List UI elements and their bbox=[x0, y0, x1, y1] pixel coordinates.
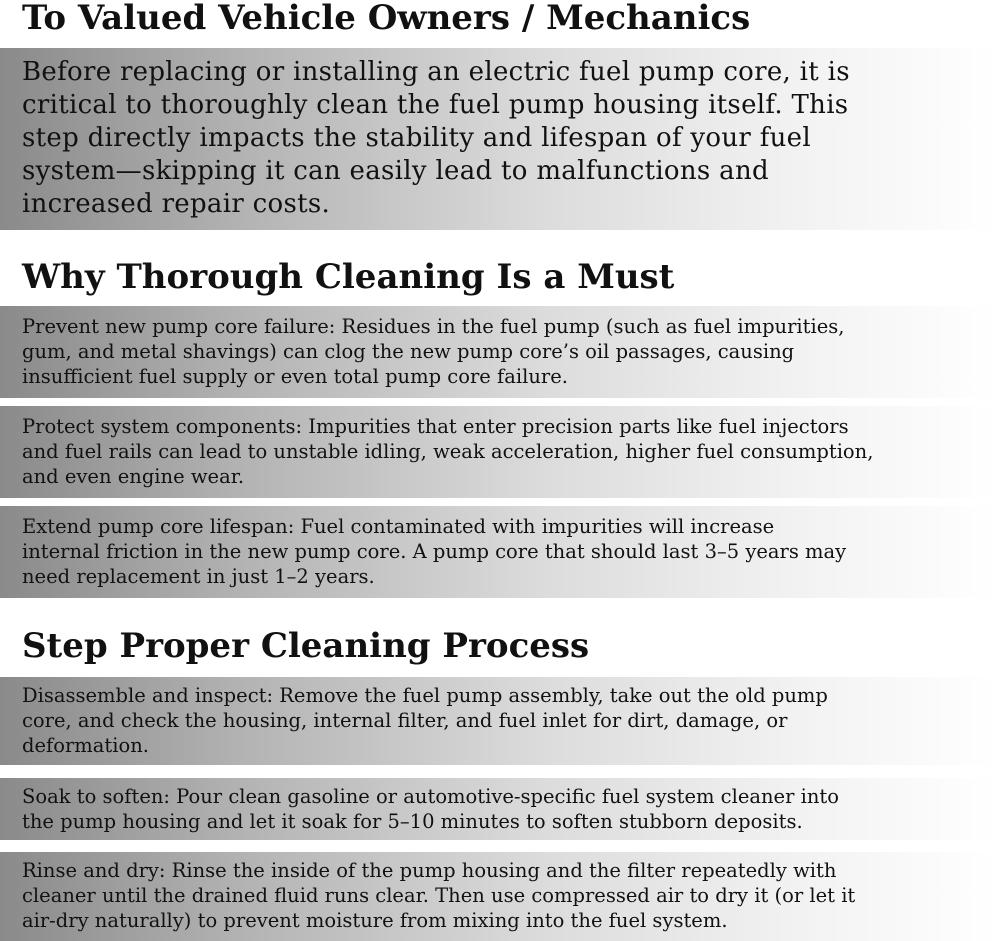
why-item-line: insufficient fuel supply or even total pump core failure. bbox=[22, 365, 568, 388]
why-item-2 bbox=[0, 406, 996, 498]
step-item-line: air-dry naturally) to prevent moisture from mixing into the fuel system. bbox=[22, 909, 728, 932]
why-item-line: need replacement in just 1–2 years. bbox=[22, 565, 375, 588]
step-item-line: Rinse and dry: Rinse the inside of the pump housing and the filter repeatedly with bbox=[22, 859, 837, 882]
why-item-line: Extend pump core lifespan: Fuel contaminated with impurities will increase bbox=[22, 515, 775, 538]
intro-line: step directly impacts the stability and lifespan of your fuel bbox=[22, 123, 811, 153]
intro-line: increased repair costs. bbox=[22, 189, 331, 219]
why-item-line: gum, and metal shavings) can clog the new pump core’s oil passages, causing bbox=[22, 340, 795, 363]
intro-line: system—skipping it can easily lead to malfunctions and bbox=[22, 156, 769, 186]
why-item-line: and fuel rails can lead to unstable idling, weak acceleration, higher fuel consumption, bbox=[22, 440, 874, 463]
why-item-1 bbox=[0, 306, 996, 398]
steps-heading: Step Proper Cleaning Process bbox=[22, 626, 590, 666]
step-item-line: cleaner until the drained fluid runs clear. Then use compressed air to dry it (or let it bbox=[22, 884, 856, 907]
why-item-3 bbox=[0, 506, 996, 598]
why-item-line: internal friction in the new pump core. A pump core that should last 3–5 years may bbox=[22, 540, 847, 563]
why-item-line: Prevent new pump core failure: Residues in the fuel pump (such as fuel impurities, bbox=[22, 315, 845, 338]
step-item-3 bbox=[0, 852, 996, 941]
step-item-1 bbox=[0, 677, 996, 765]
step-item-line: core, and check the housing, internal filter, and fuel inlet for dirt, damage, or bbox=[22, 709, 788, 732]
why-item-line: and even engine wear. bbox=[22, 465, 245, 488]
step-item-line: the pump housing and let it soak for 5–10 minutes to soften stubborn deposits. bbox=[22, 810, 803, 833]
intro-line: Before replacing or installing an electric fuel pump core, it is bbox=[22, 57, 850, 87]
step-item-line: Disassemble and inspect: Remove the fuel pump assembly, take out the old pump bbox=[22, 684, 828, 707]
intro-band bbox=[0, 48, 996, 230]
intro-heading: To Valued Vehicle Owners / Mechanics bbox=[22, 0, 751, 38]
step-item-line: Soak to soften: Pour clean gasoline or automotive-specific fuel system cleaner into bbox=[22, 785, 839, 808]
intro-line: critical to thoroughly clean the fuel pump housing itself. This bbox=[22, 90, 849, 120]
step-item-2 bbox=[0, 778, 996, 840]
why-item-line: Protect system components: Impurities that enter precision parts like fuel injectors bbox=[22, 415, 849, 438]
why-heading: Why Thorough Cleaning Is a Must bbox=[22, 257, 675, 297]
step-item-line: deformation. bbox=[22, 734, 149, 757]
